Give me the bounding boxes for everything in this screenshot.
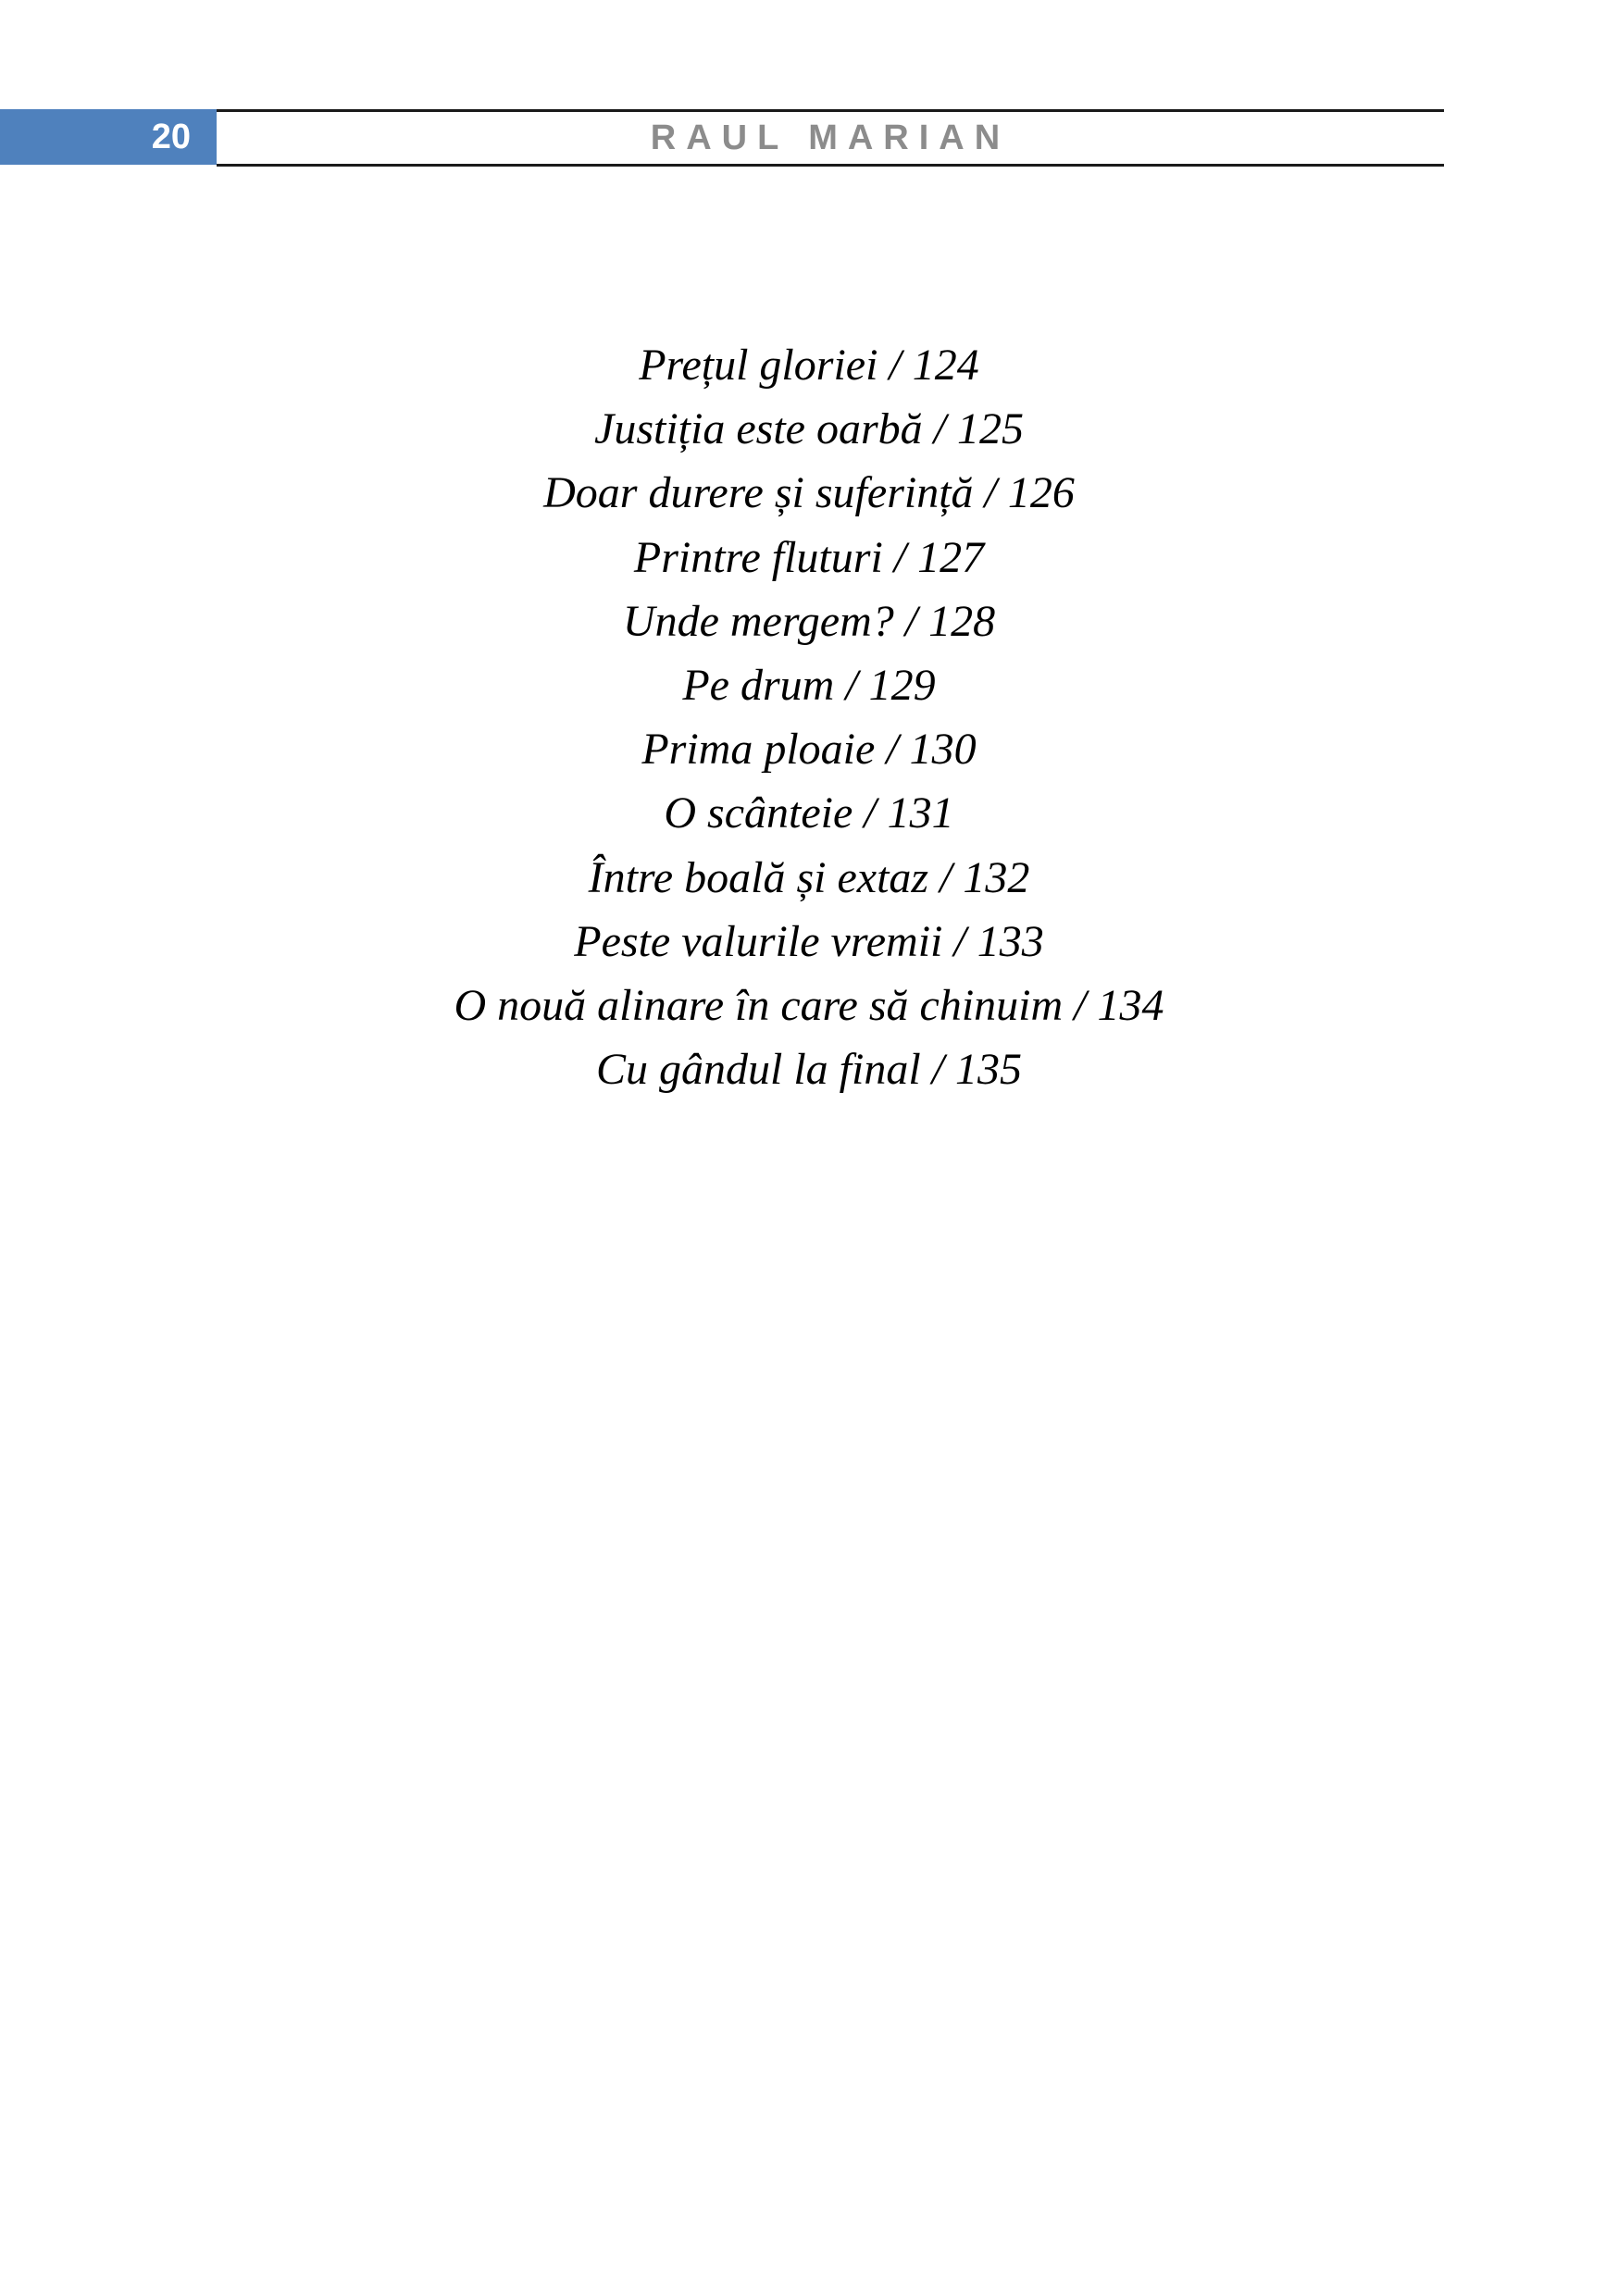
toc-entry: Justiția este oarbă / 125 [594, 404, 1024, 454]
toc-entry: O scânteie / 131 [664, 788, 954, 838]
toc-entry: Cu gândul la final / 135 [595, 1045, 1023, 1095]
table-of-contents [0, 333, 1618, 1101]
toc-entry: Prețul gloriei / 124 [639, 341, 979, 390]
toc-entry: Prima ploaie / 130 [641, 725, 977, 775]
toc-entry: Peste valurile vremii / 133 [574, 916, 1044, 966]
running-header-author: RAUL MARIAN [650, 118, 1011, 157]
toc-entry: Pe drum / 129 [682, 661, 936, 711]
toc-entry: Între boală și extaz / 132 [588, 852, 1030, 902]
page-number: 20 [151, 117, 191, 156]
header-rule-bottom [217, 164, 1444, 167]
toc-entry: O nouă alinare în care să chinuim / 134 [454, 981, 1164, 1031]
toc-entry: Doar durere și suferință / 126 [543, 468, 1075, 518]
page-number-badge [0, 109, 217, 165]
toc-entry: Unde mergem? / 128 [622, 596, 996, 646]
toc-entry: Printre fluturi / 127 [633, 532, 985, 582]
